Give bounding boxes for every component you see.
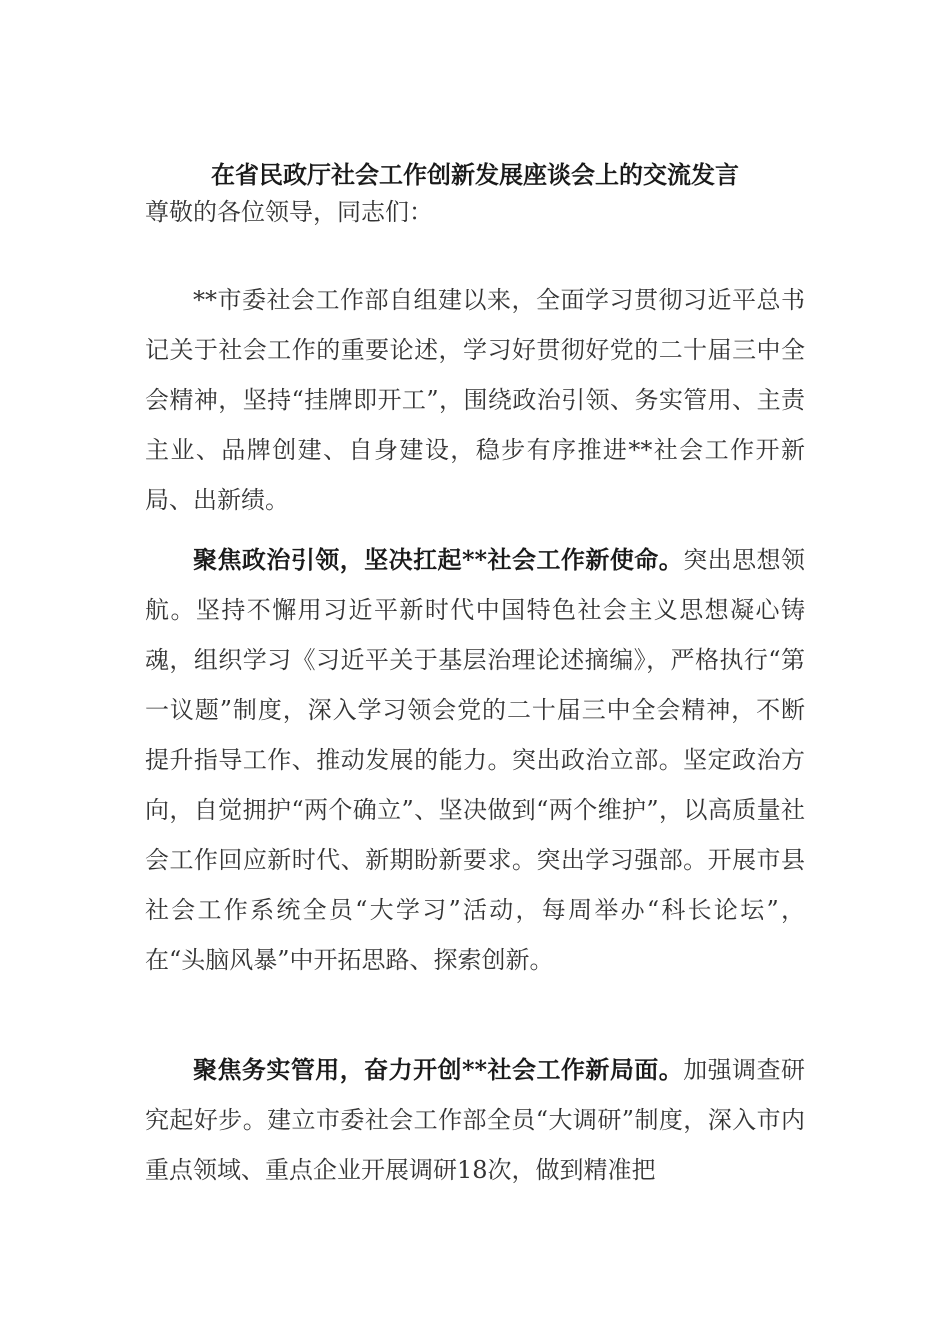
paragraph-intro <box>145 275 805 525</box>
paragraph-political-guidance <box>145 535 805 985</box>
salutation: 尊敬的各位领导，同志们： <box>145 198 433 226</box>
document-title: 在省民政厅社会工作创新发展座谈会上的交流发言 <box>211 160 739 189</box>
paragraph-lead: 聚焦政治引领，坚决扛起**社会工作新使命。 <box>193 545 684 574</box>
paragraph-lead: 聚焦务实管用，奋力开创**社会工作新局面。 <box>193 1055 684 1084</box>
paragraph-text: 突出思想领航。坚持不懈用习近平新时代中国特色社会主义思想凝心铸魂，组织学习《习近平关于基层治理论述摘编》，严格执行“第一议题”制度，深入学习领会党的二十届三中全会精神，不断提升指导工作、推动发展的能力。突出政治立部。坚定政治方向，自觉拥护“两个确立”、坚决做到“两个维护”，以高质量社会工作回应新时代、新期盼新要求。突出学习强部。开展市县社会工作系统全员“大学习”活动，每周举办“科长论坛”，在“头脑风暴”中开拓思路、探索创新。 <box>145 546 806 974</box>
paragraph-text: **市委社会工作部自组建以来，全面学习贯彻习近平总书记关于社会工作的重要论述，学习好贯彻好党的二十届三中全会精神，坚持“挂牌即开工”，围绕政治引领、务实管用、主责主业、品牌创建、自身建设，稳步有序推进**社会工作开新局、出新绩。 <box>145 286 805 514</box>
paragraph-text: 加强调查研究起好步。建立市委社会工作部全员“大调研”制度，深入市内重点领域、重点企业开展调研18次，做到精准把 <box>145 1056 806 1184</box>
paragraph-practical-work <box>145 1045 805 1195</box>
